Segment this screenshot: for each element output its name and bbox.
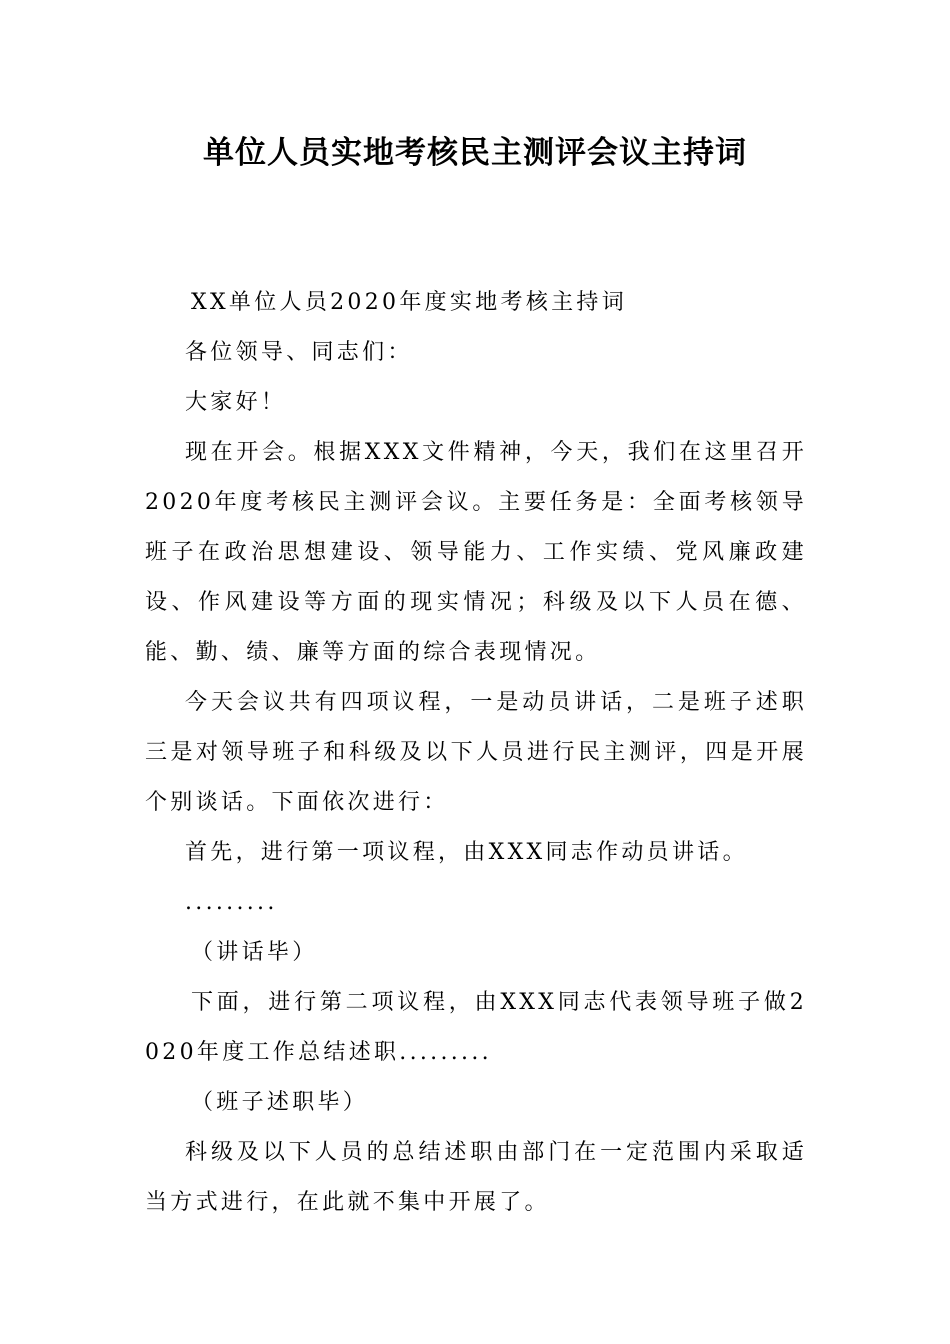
paragraph-subtitle: XX单位人员2020年度实地考核主持词	[191, 290, 628, 315]
paragraph-section-staff: 科级及以下人员的总结述职由部门在一定范围内采取适当方式进行，在此就不集中开展了。	[145, 1140, 807, 1215]
paragraph-ellipsis: .........	[185, 890, 278, 915]
paragraph-agenda: 今天会议共有四项议程，一是动员讲话，二是班子述职三是对领导班子和科级及以下人员进行民主测评，四是开展个别谈话。下面依次进行：	[145, 690, 807, 815]
paragraph-report-end: （班子述职毕）	[191, 1090, 369, 1115]
paragraph-first-item: 首先，进行第一项议程，由XXX同志作动员讲话。	[185, 840, 748, 865]
document-body	[145, 278, 807, 1228]
document-title: 单位人员实地考核民主测评会议主持词	[203, 135, 747, 171]
paragraph-speech-end: （讲话毕）	[191, 940, 318, 965]
paragraph-second-item: 下面，进行第二项议程，由XXX同志代表领导班子做2020年度工作总结述职.........	[145, 990, 807, 1065]
paragraph-opening: 现在开会。根据XXX文件精神，今天，我们在这里召开2020年度考核民主测评会议。主要任务是：全面考核领导班子在政治思想建设、领导能力、工作实绩、党风廉政建设、作风建设等方面的现实情况；科级及以下人员在德、能、勤、绩、廉等方面的综合表现情况。	[145, 440, 807, 665]
paragraph-greeting: 大家好！	[185, 390, 287, 415]
paragraph-salutation: 各位领导、同志们：	[185, 340, 413, 365]
